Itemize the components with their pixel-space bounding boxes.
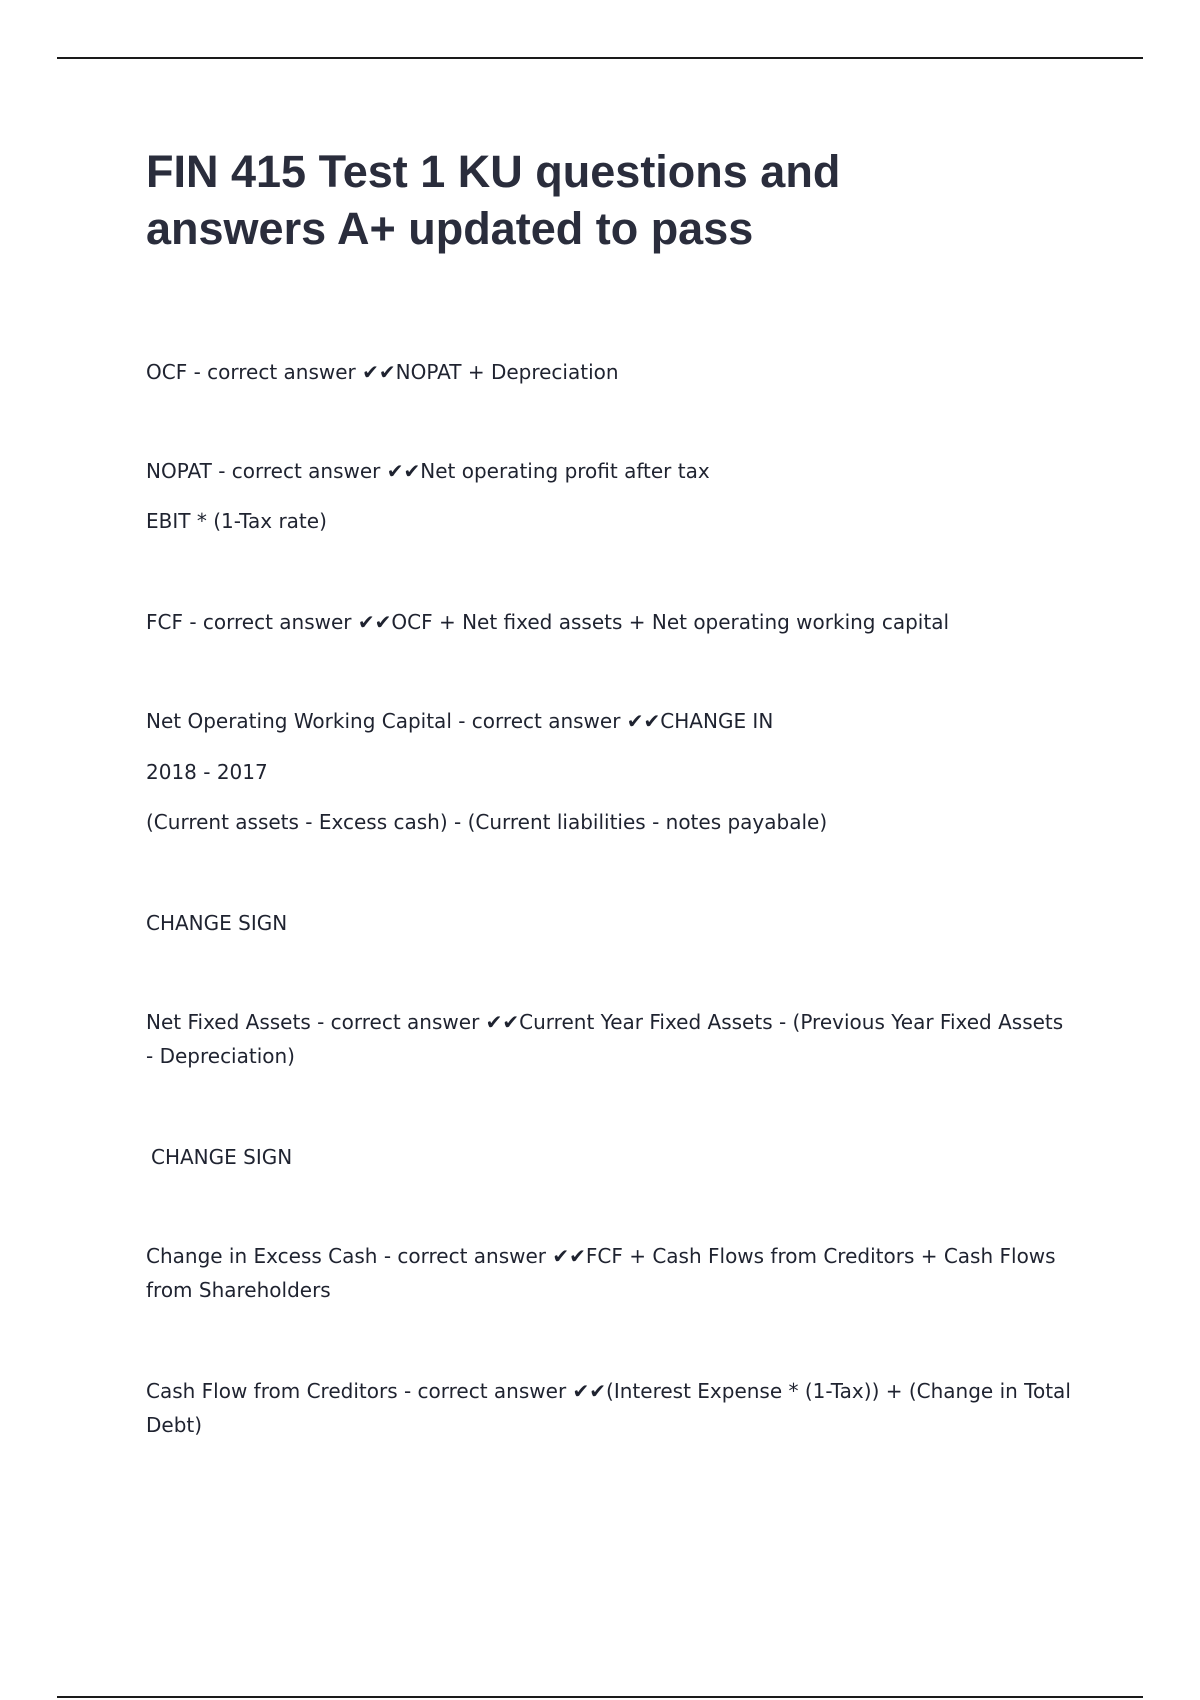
entry-change-sign-2: CHANGE SIGN (151, 1145, 293, 1169)
entry-net-fixed-assets: Net Fixed Assets - correct answer ✔✔Current Year Fixed Assets - (Previous Year Fixed Assets - Depreciation) (146, 1010, 1064, 1068)
entry-cash-flow-creditors: Cash Flow from Creditors - correct answer ✔✔(Interest Expense * (1-Tax)) + (Change in Total Debt) (146, 1379, 1071, 1437)
bottom-rule (57, 1696, 1143, 1698)
entry-change-sign-1: CHANGE SIGN (146, 911, 288, 935)
entry-excess-cash: Change in Excess Cash - correct answer ✔✔FCF + Cash Flows from Creditors + Cash Flows from Shareholders (146, 1244, 1056, 1302)
entry-nowc-formula: (Current assets - Excess cash) - (Current liabilities - notes payabale) (146, 810, 828, 834)
entry-nowc: Net Operating Working Capital - correct answer ✔✔CHANGE IN (146, 709, 774, 733)
entry-ocf: OCF - correct answer ✔✔NOPAT + Depreciation (146, 360, 619, 384)
entry-fcf: FCF - correct answer ✔✔OCF + Net fixed assets + Net operating working capital (146, 610, 950, 634)
top-rule (57, 57, 1143, 59)
entry-nowc-years: 2018 - 2017 (146, 760, 268, 784)
document-title: FIN 415 Test 1 KU questions and answers A+ updated to pass (146, 146, 841, 254)
entry-nopat-formula: EBIT * (1-Tax rate) (146, 509, 327, 533)
entry-nopat: NOPAT - correct answer ✔✔Net operating profit after tax (146, 459, 710, 483)
